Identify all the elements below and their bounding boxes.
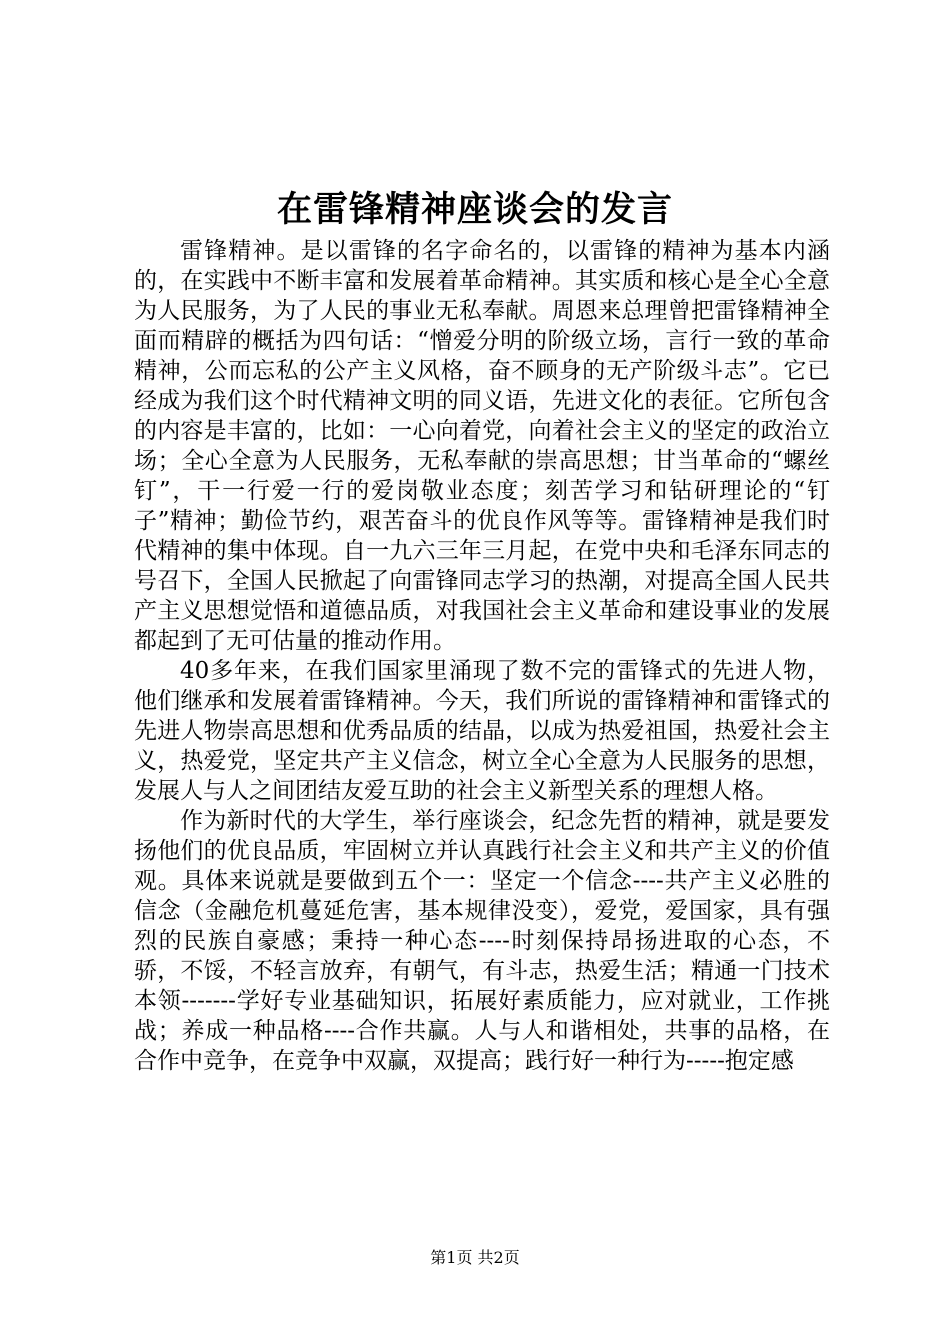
paragraph: 雷锋精神。是以雷锋的名字命名的，以雷锋的精神为基本内涵的，在实践中不断丰富和发展着革命精神。其实质和核心是全心全意为人民服务，为了人民的事业无私奉献。周恩来总理曾把雷锋精神全面而精辟的概括为四句话：“憎爱分明的阶级立场，言行一致的革命精神，公而忘私的公产主义风格，奋不顾身的无产阶级斗志”。它已经成为我们这个时代精神文明的同义语，先进文化的表征。它所包含的内容是丰富的，比如：一心向着党，向着社会主义的坚定的政治立场；全心全意为人民服务，无私奉献的崇高思想；甘当革命的“螺丝钉”，干一行爱一行的爱岗敬业态度；刻苦学习和钻研理论的“钉子”精神；勤俭节约，艰苦奋斗的优良作风等等。雷锋精神是我们时代精神的集中体现。自一九六三年三月起，在党中央和毛泽东同志的号召下，全国人民掀起了向雷锋同志学习的热潮，对提高全国人民共产主义思想觉悟和道德品质，对我国社会主义革命和建设事业的发展都起到了无可估量的推动作用。: [134, 238, 830, 654]
document-body: [134, 236, 830, 1076]
page-footer: 第1页 共2页: [430, 1248, 520, 1267]
paragraph: 作为新时代的大学生，举行座谈会，纪念先哲的精神，就是要发扬他们的优良品质，牢固树立并认真践行社会主义和共产主义的价值观。具体来说就是要做到五个一：坚定一个信念----共产主义必胜的信念（金融危机蔓延危害，基本规律没变），爱党，爱国家，具有强烈的民族自豪感；秉持一种心态----时刻保持昂扬进取的心态，不骄，不馁，不轻言放弃，有朝气，有斗志，热爱生活；精通一门技术本领-------学好专业基础知识，拓展好素质能力，应对就业，工作挑战；养成一种品格----合作共赢。人与人和谐相处，共事的品格，在合作中竞争，在竞争中双赢，双提高；践行好一种行为-----抱定感: [134, 808, 830, 1074]
document-title: 在雷锋精神座谈会的发言: [276, 189, 673, 230]
paragraph: 40多年来，在我们国家里涌现了数不完的雷锋式的先进人物，他们继承和发展着雷锋精神。今天，我们所说的雷锋精神和雷锋式的先进人物崇高思想和优秀品质的结晶，以成为热爱祖国，热爱社会主义，热爱党，坚定共产主义信念，树立全心全意为人民服务的思想，发展人与人之间团结友爱互助的社会主义新型关系的理想人格。: [134, 658, 830, 804]
